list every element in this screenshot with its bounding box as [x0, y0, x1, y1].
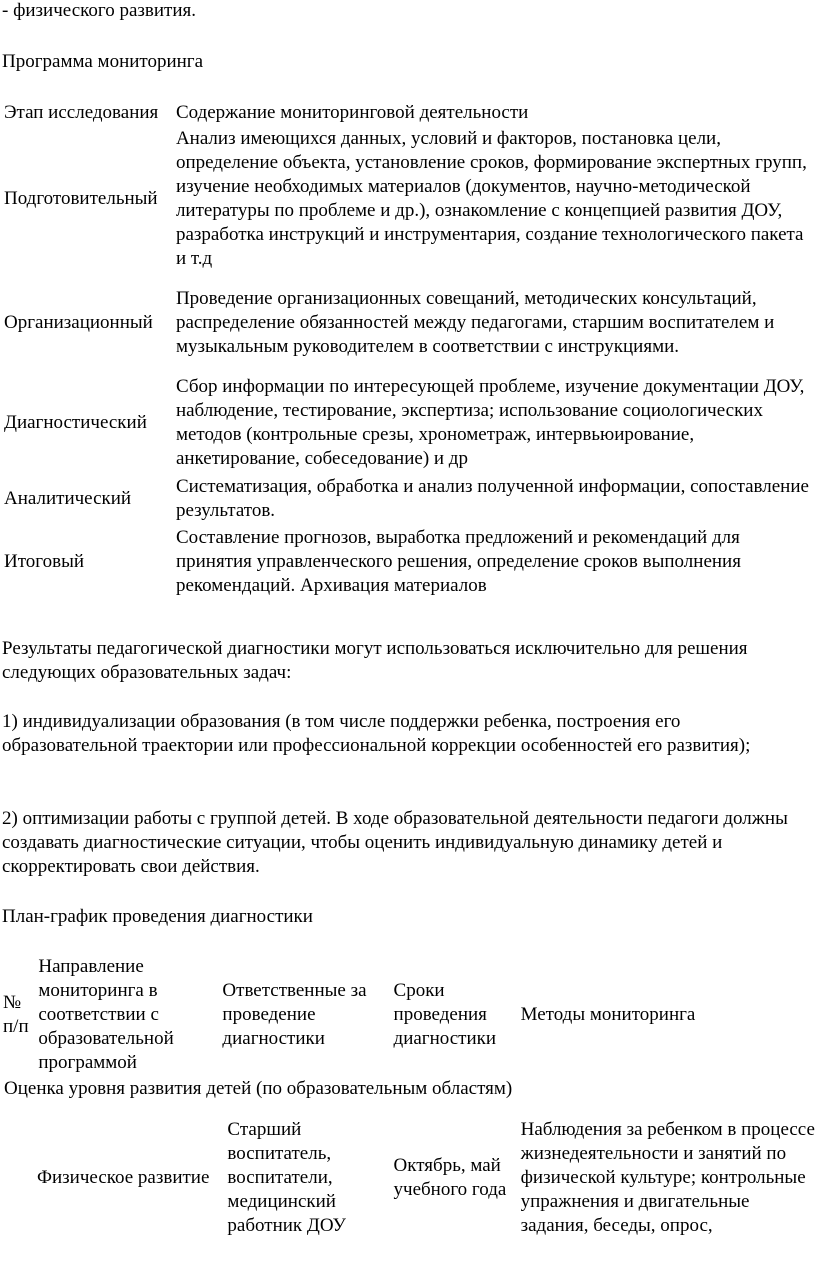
- stage-content: Систематизация, обработка и анализ полученной информации, сопоставление результатов.: [175, 476, 809, 521]
- stage-name: Подготовительный: [4, 188, 158, 209]
- monitoring-program-title: Программа мониторинга: [2, 51, 204, 72]
- stage-name: Организационный: [4, 312, 153, 333]
- stage-content: Составление прогнозов, выработка предложений и рекомендаций для принятия управленческого решения, определение сроков выполнения рекомендаций. Архивация материалов: [175, 527, 741, 596]
- row-terms: Октябрь, май учебного года: [393, 1155, 507, 1200]
- stage-content: Сбор информации по интересующей проблеме, изучение документации ДОУ, наблюдение, тестирование, экспертиза; использование социологических методов (контрольные срезы, хронометраж, интервьюирование, анкетирование, собеседование) и др: [175, 376, 805, 469]
- stage-content: Анализ имеющихся данных, условий и факторов, постановка цели, определение объекта, установление сроков, формирование экспертных групп, изучение необходимых материалов (документов, научно-методической литературы по проблеме и др.), ознакомление с концепцией развития ДОУ, разработка инструкций и инструментария, создание технологического пакета и т.д: [175, 128, 807, 269]
- monitoring-table: [2, 101, 816, 599]
- stage-name: Аналитический: [4, 488, 132, 509]
- monitoring-row: [2, 473, 816, 525]
- header-direction: Направление мониторинга в соответствии с образовательной программой: [38, 956, 174, 1073]
- header-terms: Сроки проведения диагностики: [393, 980, 497, 1049]
- stage-name: Диагностический: [4, 412, 147, 433]
- monitoring-row: [2, 125, 816, 273]
- row-methods: Наблюдения за ребенком в процессе жизнедеятельности и занятий по физической культуре; контрольные упражнения и двигательные задания, беседы, опрос,: [520, 1119, 815, 1236]
- plan-row: [2, 1103, 816, 1253]
- plan-header-row: [2, 955, 816, 1075]
- stage-name: Итоговый: [4, 551, 84, 572]
- results-paragraph: Результаты педагогической диагностики могут использоваться исключительно для решения следующих образовательных задач:: [2, 638, 748, 683]
- task-item-2: 2) оптимизации работы с группой детей. В ходе образовательной деятельности педагоги должны создавать диагностические ситуации, чтобы оценить индивидуальную динамику детей и скорректировать свои действия.: [2, 808, 788, 877]
- intro-line: - физического развития.: [2, 0, 196, 21]
- monitoring-header-content: Содержание мониторинговой деятельности: [175, 102, 529, 123]
- row-direction: Физическое развитие: [37, 1167, 210, 1188]
- row-responsible: Старший воспитатель, воспитатели, медицинский работник ДОУ: [227, 1119, 346, 1236]
- task-item-1: 1) индивидуализации образования (в том числе поддержки ребенка, построения его образовательной траектории или профессиональной коррекции особенностей его развития);: [2, 711, 751, 756]
- monitoring-header-row: [2, 101, 816, 125]
- plan-title: План-график проведения диагностики: [2, 906, 313, 927]
- plan-section-row: [2, 1075, 816, 1103]
- section-title: Оценка уровня развития детей (по образовательным областям): [4, 1078, 513, 1099]
- monitoring-row: [2, 525, 816, 599]
- monitoring-row: [2, 373, 816, 473]
- stage-content: Проведение организационных совещаний, методических консультаций, распределение обязанностей между педагогами, старшим воспитателем и музыкальным руководителем в соответствии с инструкциями.: [175, 288, 775, 357]
- header-methods: Методы мониторинга: [520, 1004, 696, 1025]
- monitoring-row: [2, 273, 816, 373]
- header-responsible: Ответственные за проведение диагностики: [222, 980, 367, 1049]
- monitoring-header-stage: Этап исследования: [4, 102, 159, 123]
- header-num: № п/п: [3, 992, 29, 1037]
- plan-table: [2, 955, 816, 1253]
